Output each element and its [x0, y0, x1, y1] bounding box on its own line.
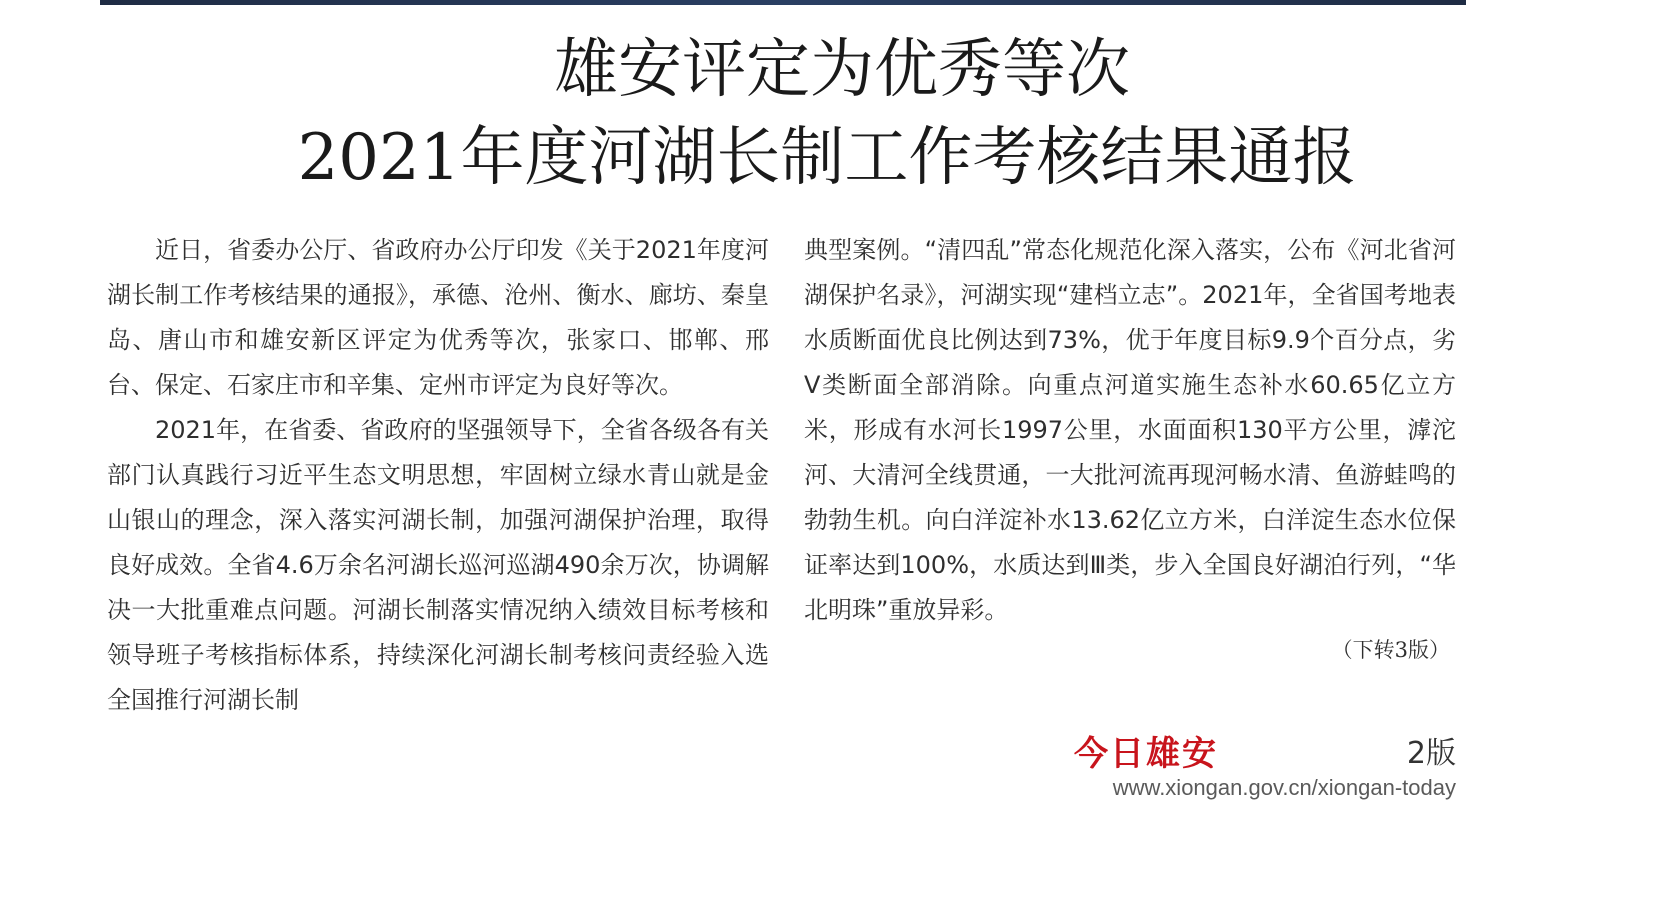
page-number: 2版	[1406, 736, 1456, 771]
top-rule	[100, 0, 1466, 5]
continued-note: （下转3版）	[1331, 638, 1450, 662]
article-paragraph: 近日，省委办公厅、省政府办公厅印发《关于2021年度河湖长制工作考核结果的通报》，承德、沧州、衡水、廊坊、秦皇岛、唐山市和雄安新区评定为优秀等次，张家口、邯郸、邢台、保定、石家庄市和辛集、定州市评定为良好等次。	[107, 236, 769, 399]
headline-line-2: 2021年度河湖长制工作考核结果通报	[297, 121, 1357, 195]
newspaper-logo: 今日雄安	[1074, 734, 1218, 774]
site-url: www.xiongan.gov.cn/xiongan-today	[1112, 775, 1456, 800]
article-left-column	[107, 228, 769, 723]
article-paragraph: 2021年，在省委、省政府的坚强领导下，全省各级各有关部门认真践行习近平生态文明思想，牢固树立绿水青山就是金山银山的理念，深入落实河湖长制，加强河湖保护治理，取得良好成效。全省4.6万余名河湖长巡河巡湖490余万次，协调解决一大批重难点问题。河湖长制落实情况纳入绩效目标考核和领导班子考核指标体系，持续深化河湖长制考核问责经验入选全国推行河湖长制	[107, 416, 769, 714]
article-right-column	[804, 228, 1456, 665]
article-paragraph: 典型案例。“清四乱”常态化规范化深入落实，公布《河北省河湖保护名录》，河湖实现“建档立志”。2021年，全省国考地表水质断面优良比例达到73%，优于年度目标9.9个百分点，劣Ⅴ类断面全部消除。向重点河道实施生态补水60.65亿立方米，形成有水河长1997公里，水面面积130平方公里，滹沱河、大清河全线贯通，一大批河流再现河畅水清、鱼游蛙鸣的勃勃生机。向白洋淀补水13.62亿立方米，白洋淀生态水位保证率达到100%，水质达到Ⅲ类，步入全国良好湖泊行列，“华北明珠”重放异彩。	[804, 236, 1456, 624]
headline-line-1: 雄安评定为优秀等次	[554, 33, 1130, 107]
